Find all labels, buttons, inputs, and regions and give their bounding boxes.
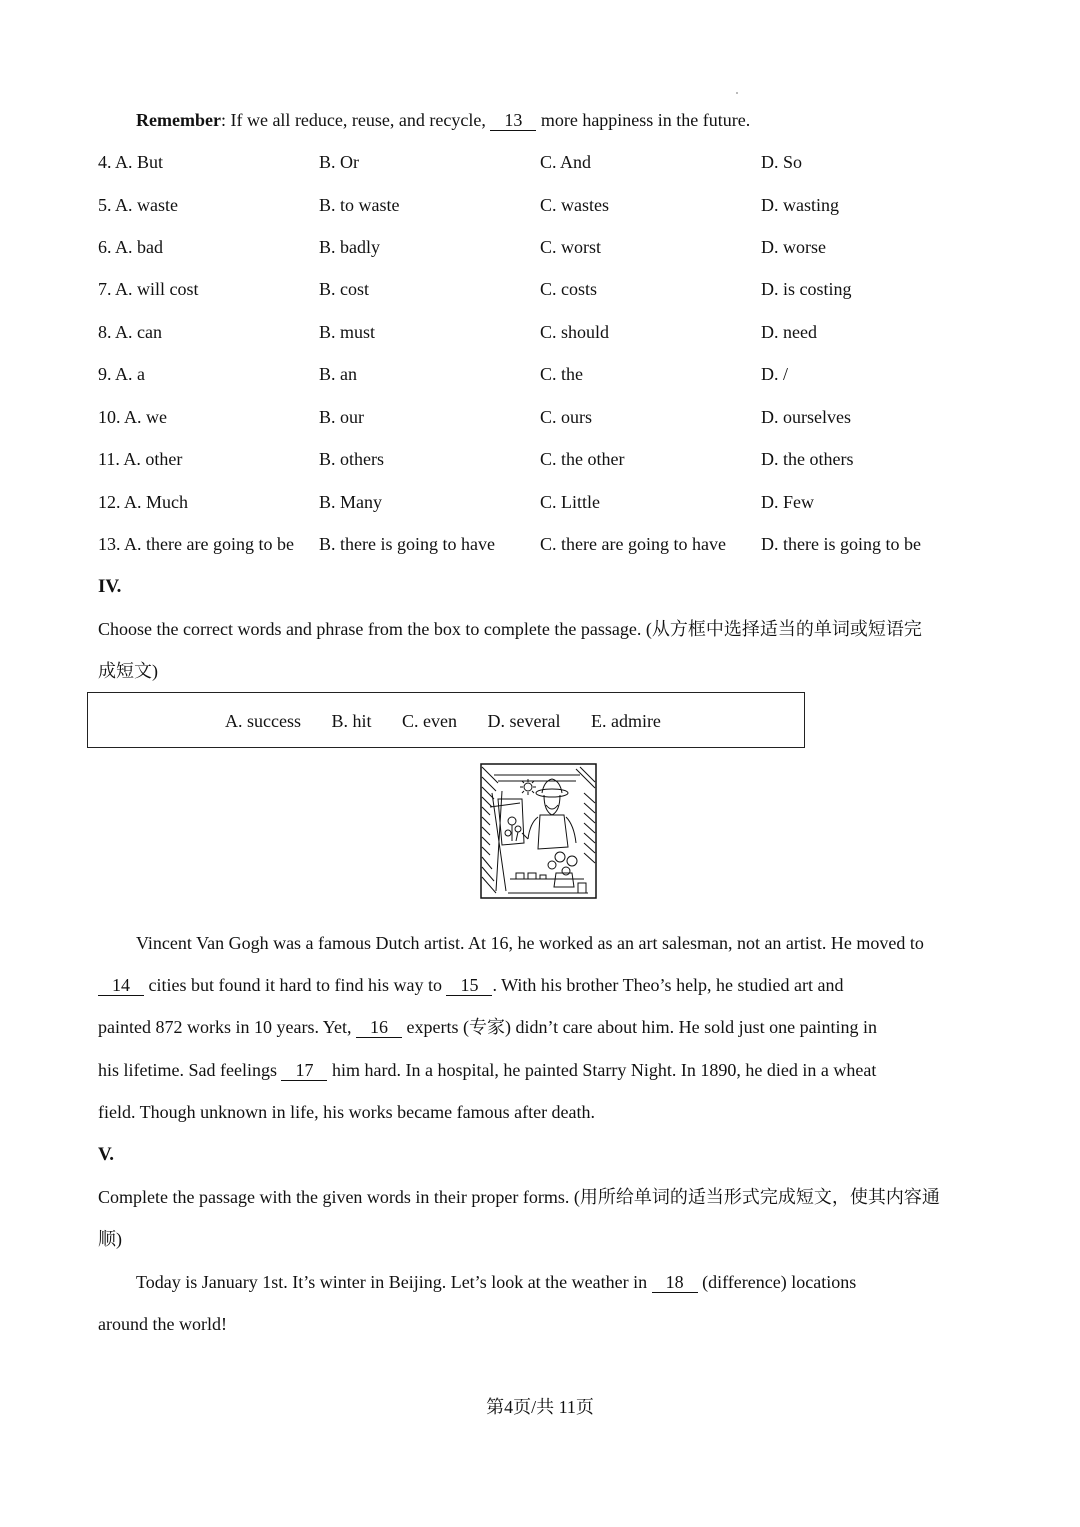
option-c: C. wastes: [540, 195, 609, 215]
option-d: D. worse: [761, 237, 826, 257]
remember-text: : If we all reduce, reuse, and recycle,: [220, 110, 491, 130]
option-b: B. others: [319, 449, 384, 469]
option-c: C. costs: [540, 279, 598, 299]
options-row: [98, 236, 998, 258]
option-a: 12. A. Much: [98, 492, 188, 512]
option-a: 11. A. other: [98, 449, 183, 469]
option-d: D. the others: [761, 449, 854, 469]
option-d: D. So: [761, 152, 803, 172]
passage-text: (difference) locations: [697, 1272, 857, 1292]
option-d: D. there is going to be: [761, 534, 921, 554]
remember-label: Remember: [136, 110, 221, 130]
passage-text: Today is January 1st. It’s winter in Beijing. Let’s look at the weather in: [136, 1272, 652, 1292]
option-b: B. an: [319, 364, 357, 384]
options-row: [98, 448, 998, 470]
option-b: B. Many: [319, 492, 382, 512]
option-a: 9. A. a: [98, 364, 145, 384]
option-c: C. there are going to have: [540, 534, 726, 554]
passage-line-2: [98, 974, 844, 996]
option-a: 13. A. there are going to be: [98, 534, 294, 554]
options-row: [98, 278, 998, 300]
options-row: [98, 406, 998, 428]
passage-line-3: [98, 1016, 877, 1038]
section-v-heading: V.: [98, 1144, 115, 1165]
passage-text: experts (专家) didn’t care about him. He sold just one painting in: [401, 1017, 878, 1037]
blank-18: 18: [652, 1272, 698, 1293]
passage-text: painted 872 works in 10 years. Yet,: [98, 1017, 356, 1037]
word-list: [225, 711, 687, 732]
passage-line-4: [98, 1059, 876, 1081]
remember-line: [136, 109, 750, 131]
passage-text: his lifetime. Sad feelings: [98, 1060, 282, 1080]
passage-text: him hard. In a hospital, he painted Starry Night. In 1890, he died in a wheat: [327, 1060, 877, 1080]
option-b: B. to waste: [319, 195, 400, 215]
option-d: D. need: [761, 322, 817, 342]
option-d: D. /: [761, 364, 788, 384]
section-iv-instruction: Choose the correct words and phrase from the box to complete the passage. (从方框中选择适当的单词或短语完: [98, 619, 922, 639]
options-row: [98, 363, 998, 385]
van-gogh-painting-illustration: [480, 763, 597, 899]
option-a: 4. A. But: [98, 152, 164, 172]
option-c: C. worst: [540, 237, 602, 257]
options-row: [98, 151, 998, 173]
passage-v-line-1: [136, 1271, 856, 1293]
option-d: D. ourselves: [761, 407, 851, 427]
option-d: D. is costing: [761, 279, 852, 299]
section-v-instruction: Complete the passage with the given words in their proper forms. (用所给单词的适当形式完成短文，使其内容通: [98, 1187, 940, 1207]
page-number: 第4页/共 11页: [486, 1397, 594, 1417]
word-option: A. success: [225, 711, 301, 731]
option-c: C. the other: [540, 449, 625, 469]
blank-15: 15: [446, 975, 492, 996]
word-option: E. admire: [590, 711, 661, 731]
section-iv-instruction-cont: 成短文): [98, 661, 158, 681]
option-b: B. must: [319, 322, 376, 342]
word-option: D. several: [487, 711, 561, 731]
passage-v-line-2: around the world!: [98, 1314, 227, 1334]
section-iv-heading: IV.: [98, 576, 122, 597]
section-v-instruction-cont: 顺): [98, 1229, 122, 1249]
option-a: 5. A. waste: [98, 195, 178, 215]
passage-line-1: Vincent Van Gogh was a famous Dutch artist. At 16, he worked as an art salesman, not an artist. He moved to: [136, 933, 924, 953]
blank-13: 13: [490, 110, 536, 131]
option-c: C. Little: [540, 492, 600, 512]
option-a: 10. A. we: [98, 407, 167, 427]
options-row: [98, 491, 998, 513]
option-a: 8. A. can: [98, 322, 162, 342]
passage-text: . With his brother Theo’s help, he studied art and: [492, 975, 844, 995]
option-b: B. badly: [319, 237, 380, 257]
passage-line-5: field. Though unknown in life, his works became famous after death.: [98, 1102, 596, 1122]
blank-17: 17: [281, 1060, 327, 1081]
passage-text: cities but found it hard to find his way to: [144, 975, 447, 995]
option-c: C. ours: [540, 407, 593, 427]
option-b: B. Or: [319, 152, 359, 172]
option-d: D. wasting: [761, 195, 839, 215]
option-b: B. our: [319, 407, 364, 427]
option-b: B. there is going to have: [319, 534, 495, 554]
blank-16: 16: [356, 1017, 402, 1038]
word-option: C. even: [402, 711, 457, 731]
option-b: B. cost: [319, 279, 370, 299]
option-c: C. the: [540, 364, 583, 384]
option-d: D. Few: [761, 492, 814, 512]
option-a: 7. A. will cost: [98, 279, 199, 299]
word-box: [87, 692, 805, 748]
option-a: 6. A. bad: [98, 237, 163, 257]
word-option: B. hit: [331, 711, 372, 731]
options-row: [98, 321, 998, 343]
scan-dot: [736, 92, 738, 94]
blank-14: 14: [98, 975, 144, 996]
option-c: C. should: [540, 322, 610, 342]
option-c: C. And: [540, 152, 592, 172]
options-row: [98, 194, 998, 216]
options-row: [98, 533, 998, 555]
remember-text-after: more happiness in the future.: [536, 110, 751, 130]
